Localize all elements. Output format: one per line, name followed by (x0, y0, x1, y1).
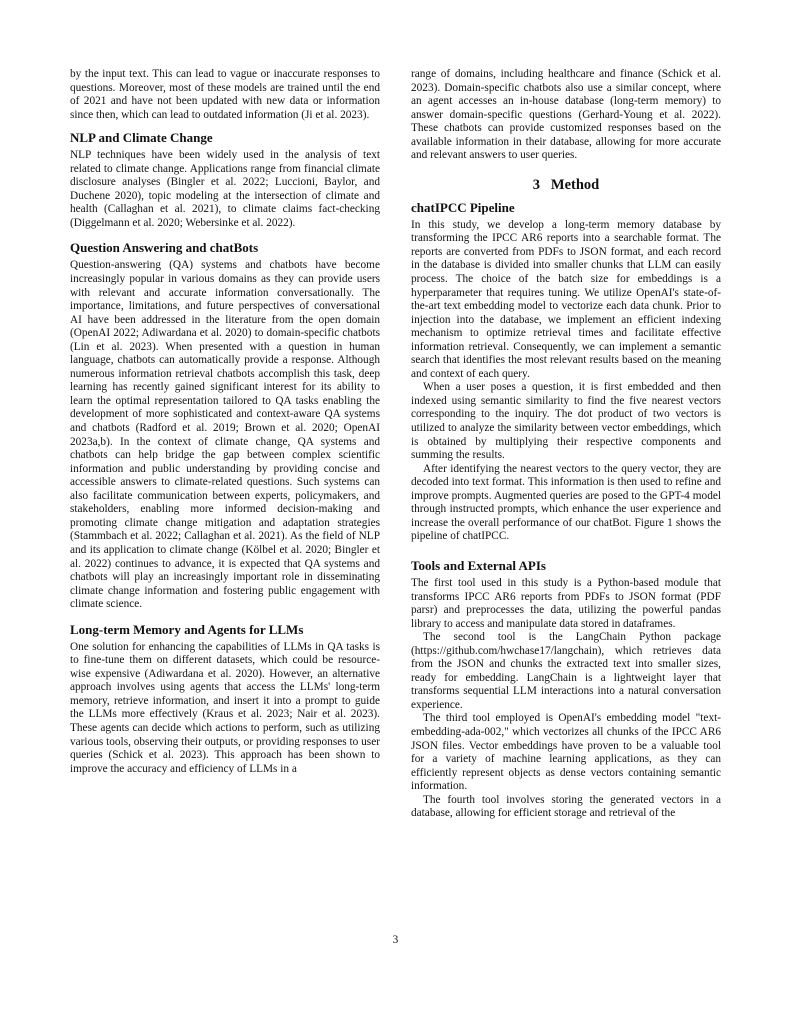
subsection-heading-long-term-memory: Long-term Memory and Agents for LLMs (70, 621, 304, 637)
paragraph: The fourth tool involves storing the generated vectors in a database, allowing for efficient storage and retrieval of the (411, 793, 721, 820)
paragraph: NLP techniques have been widely used in the analysis of text related to climate change. Applications range from financial climate disclosure analyses (Bingler et al. 2022; Luccioni, Baylor, and Duchene 2020), topic modeling at the intersection of climate and health (Callaghan et al. 2021), to climate claims fact-checking (Diggelmann et al. 2020; Webersinke et al. 2022). (70, 149, 380, 229)
subsection-heading-chatipcc-pipeline: chatIPCC Pipeline (411, 199, 515, 215)
paragraph: Question-answering (QA) systems and chatbots have become increasingly popular in various domains as they can provide users with relevant and accurate information conversationally. The importance, limitations, and future perspectives of conversational AI have been addressed in the literature from the open domain (OpenAI 2022; Adiwardana et al. 2020) to domain-specific chatbots (Lin et al. 2023). When presented with a question in human language, chatbots can automatically provide a response. Although numerous information retrieval chatbots accomplish this task, deep learning has recently gained significant interest for its ability to learn the optimal representation tailored to QA tasks enabling the development of more sophisticated and context-aware QA systems and chatbots (Radford et al. 2019; Brown et al. 2020; OpenAI 2023a,b). In the context of climate change, QA systems and chatbots can help bridge the gap between complex scientific information and public understanding by providing concise and accessible answers to climate-related questions. Such systems can also facilitate communication between experts, policymakers, and stakeholders, enabling more informed decision-making and promoting climate change mitigation and adaptation strategies (Stammbach et al. 2022; Callaghan et al. 2021). As the field of NLP and its application to climate change (Kölbel et al. 2020; Bingler et al. 2022) continues to advance, it is expected that QA systems and chatbots will play an increasingly important role in disseminating climate change information and fostering public engagement with climate science. (70, 259, 380, 611)
right-column (411, 68, 721, 821)
left-column (70, 68, 380, 776)
paragraph: When a user poses a question, it is first embedded and then indexed using semantic similarity to find the five nearest vectors corresponding to the inquiry. The dot product of two vectors is utilized to analyze the similarity between vector embeddings, which is obtained by multiplying their respective components and summing the results. (411, 381, 721, 462)
subsection-heading-tools-apis: Tools and External APIs (411, 557, 546, 573)
section-heading-method: 3 Method (532, 176, 600, 193)
page-number: 3 (392, 934, 399, 946)
paragraph: range of domains, including healthcare and finance (Schick et al. 2023). Domain-specific chatbots also use a similar concept, where an agent accesses an in-house database (long-term memory) to answer domain-specific questions (Gerhard-Young et al. 2022). These chatbots can provide customized responses based on the available information in their database, allowing for more accurate and relevant answers to user queries. (411, 68, 721, 162)
subsection-heading-nlp-climate: NLP and Climate Change (70, 130, 213, 146)
subsection-heading-qa-chatbots: Question Answering and chatBots (70, 240, 259, 256)
paragraph: The second tool is the LangChain Python package (https://github.com/hwchase17/langchain), which retrieves data from the JSON and chunks the extracted text into smaller sizes, ready for embedding. LangChain is a lightweight layer that transforms sequential LLM interactions into a natural conversation experience. (411, 631, 721, 711)
paragraph: by the input text. This can lead to vague or inaccurate responses to questions. Moreover, most of these models are trained until the end of 2021 and have not been updated with new data or information since then, which can lead to outdated information (Ji et al. 2023). (70, 68, 380, 121)
paragraph: One solution for enhancing the capabilities of LLMs in QA tasks is to fine-tune them on different datasets, which could be resource-wise expensive (Adiwardana et al. 2020). However, an alternative approach involves using agents that access the LLMs' long-term memory, retrieve information, and insert it into a prompt to guide the LLMs more effectively (Kraus et al. 2023; Nair et al. 2023). These agents can decide which actions to perform, such as utilizing various tools, observing their outputs, or providing responses to user queries (Schick et al. 2023). This approach has been shown to improve the accuracy and efficiency of LLMs in a (70, 640, 380, 775)
paragraph: The third tool employed is OpenAI's embedding model "text-embedding-ada-002," which vectorizes all chunks of the IPCC AR6 JSON files. Vector embeddings have proven to be a valuable tool for a variety of machine learning applications, as they can efficiently represent objects as dense vectors containing semantic information. (411, 712, 721, 793)
paragraph: The first tool used in this study is a Python-based module that transforms IPCC AR6 reports from PDFs to JSON format (PDF parsr) and preprocesses the data, utilizing the powerful pandas library to access and manipulate data stored in dataframes. (411, 576, 721, 630)
paragraph: After identifying the nearest vectors to the query vector, they are decoded into text format. This information is then used to refine and improve prompts. Augmented queries are posed to the GPT-4 model through instructed prompts, which enhance the user experience and increase the overall performance of our chatBot. Figure 1 shows the pipeline of chatIPCC. (411, 462, 721, 543)
paragraph: In this study, we develop a long-term memory database by transforming the IPCC AR6 reports into a searchable format. The reports are converted from PDFs to JSON format, and each record in the database is divided into smaller chunks that LLM can easily process. The choice of the batch size for embeddings is a hyperparameter that requires tuning. We utilize OpenAI's state-of-the-art text embedding model to vectorize each data chunk. Prior to injection into the database, we implement an efficient indexing mechanism to optimize retrieval times and facilitate effective information retrieval. Consequently, we can implement a semantic search that identifies the most relevant results based on the meaning and context of each query. (411, 218, 721, 380)
